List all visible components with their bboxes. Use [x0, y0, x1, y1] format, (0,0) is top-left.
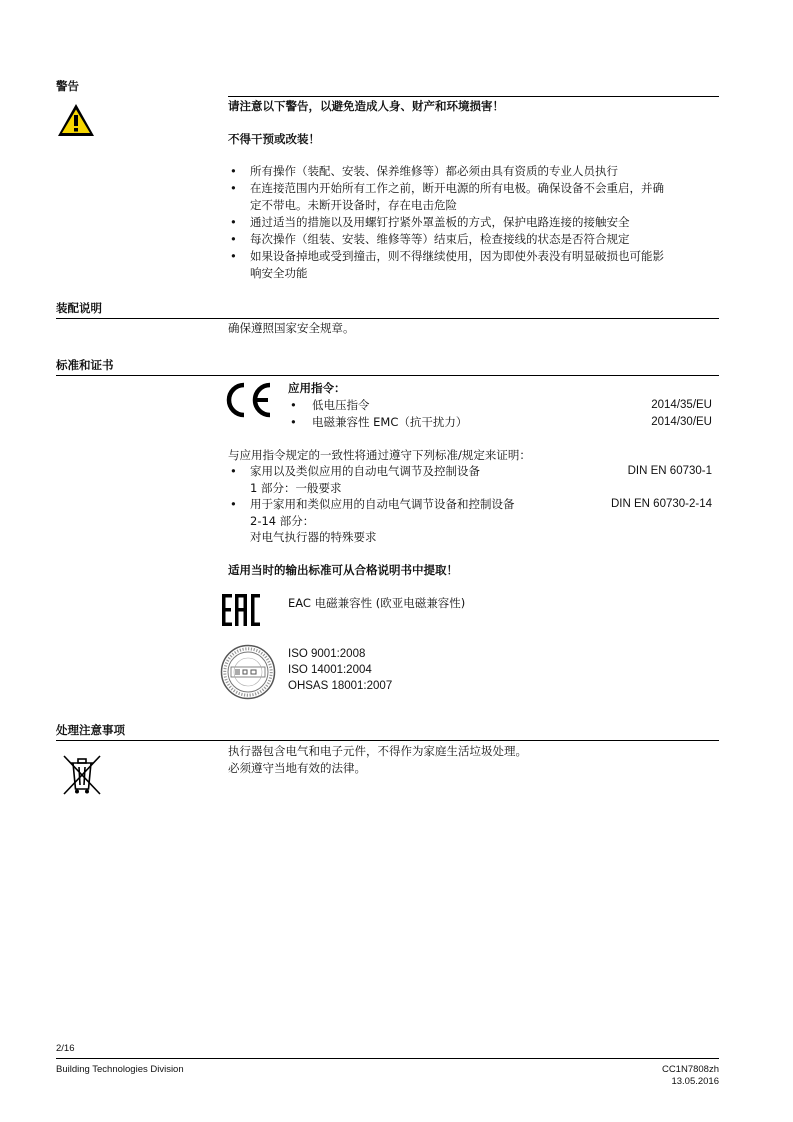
section-divider [228, 96, 719, 97]
section-title-disposal: 处理注意事项 [56, 723, 125, 737]
iso-cert: ISO 14001:2004 [288, 664, 372, 676]
norm-code: DIN EN 60730-2-14 [611, 498, 712, 510]
footer-doc-id: CC1N7808zh [661, 1064, 719, 1075]
page-number: 2/16 [56, 1043, 75, 1054]
warning-triangle-icon [56, 102, 96, 138]
certification-seal-icon [220, 644, 276, 700]
section-divider [56, 375, 719, 376]
section-title-assembly: 装配说明 [56, 301, 102, 315]
list-item-continuation: 定不带电。未断开设备时，存在电击危险 [250, 198, 457, 212]
conformity-intro: 与应用指令规定的一致性将通过遵守下列标准/规定来证明： [228, 448, 531, 462]
disposal-line: 必须遵守当地有效的法律。 [228, 761, 366, 775]
directive-name: 电磁兼容性 EMC（抗干扰力） [312, 415, 468, 429]
warning-subhead: 不得干预或改装！ [228, 132, 320, 146]
footer-divider [56, 1058, 719, 1059]
norm-code: DIN EN 60730-1 [627, 465, 712, 477]
eac-text: EAC 电磁兼容性 (欧亚电磁兼容性) [288, 596, 466, 610]
iso-cert: ISO 9001:2008 [288, 648, 366, 660]
directives-label: 应用指令： [288, 381, 346, 395]
list-item: • 每次操作（组装、安装、维修等等）结束后，检查接线的状态是否符合规定 [228, 231, 718, 248]
standards-note: 适用当时的输出标准可从合格说明书中提取！ [228, 563, 458, 577]
section-divider [56, 740, 719, 741]
list-item: • 在连接范围内开始所有工作之前，断开电源的所有电极。确保设备不会重启，并确 [228, 180, 718, 197]
section-divider [56, 318, 719, 319]
directive-code: 2014/35/EU [651, 399, 712, 411]
norm-line: 对电气执行器的特殊要求 [250, 530, 377, 544]
list-item: • 通过适当的措施以及用螺钉拧紧外罩盖板的方式，保护电路连接的接触安全 [228, 214, 718, 231]
footer-date: 13.05.2016 [671, 1076, 719, 1087]
warning-headline: 请注意以下警告，以避免造成人身、财产和环境损害！ [228, 99, 504, 113]
disposal-line: 执行器包含电气和电子元件，不得作为家庭生活垃圾处理。 [228, 744, 527, 758]
norm-line: 1 部分：一般要求 [250, 481, 342, 495]
norm-line: 用于家用和类似应用的自动电气调节设备和控制设备 [250, 497, 515, 511]
section-title-standards: 标准和证书 [56, 358, 114, 372]
list-item-continuation: 响安全功能 [250, 266, 308, 280]
norm-line: 2-14 部分： [250, 514, 315, 528]
warning-list [228, 163, 718, 282]
directive-code: 2014/30/EU [651, 416, 712, 428]
section-title-warning: 警告 [56, 79, 79, 93]
assembly-text: 确保遵照国家安全规章。 [228, 321, 355, 335]
directive-name: 低电压指令 [312, 398, 370, 412]
ce-mark-icon [222, 381, 274, 419]
norm-line: 家用以及类似应用的自动电气调节及控制设备 [250, 464, 480, 478]
iso-cert: OHSAS 18001:2007 [288, 680, 393, 692]
footer-division: Building Technologies Division [56, 1064, 184, 1075]
crossed-bin-icon [62, 753, 102, 797]
list-item: • 如果设备掉地或受到撞击，则不得继续使用，因为即使外表没有明显破损也可能影 [228, 248, 718, 265]
list-item: • 所有操作（装配、安装、保养维修等）都必须由具有资质的专业人员执行 [228, 163, 718, 180]
eac-mark-icon [222, 594, 260, 626]
